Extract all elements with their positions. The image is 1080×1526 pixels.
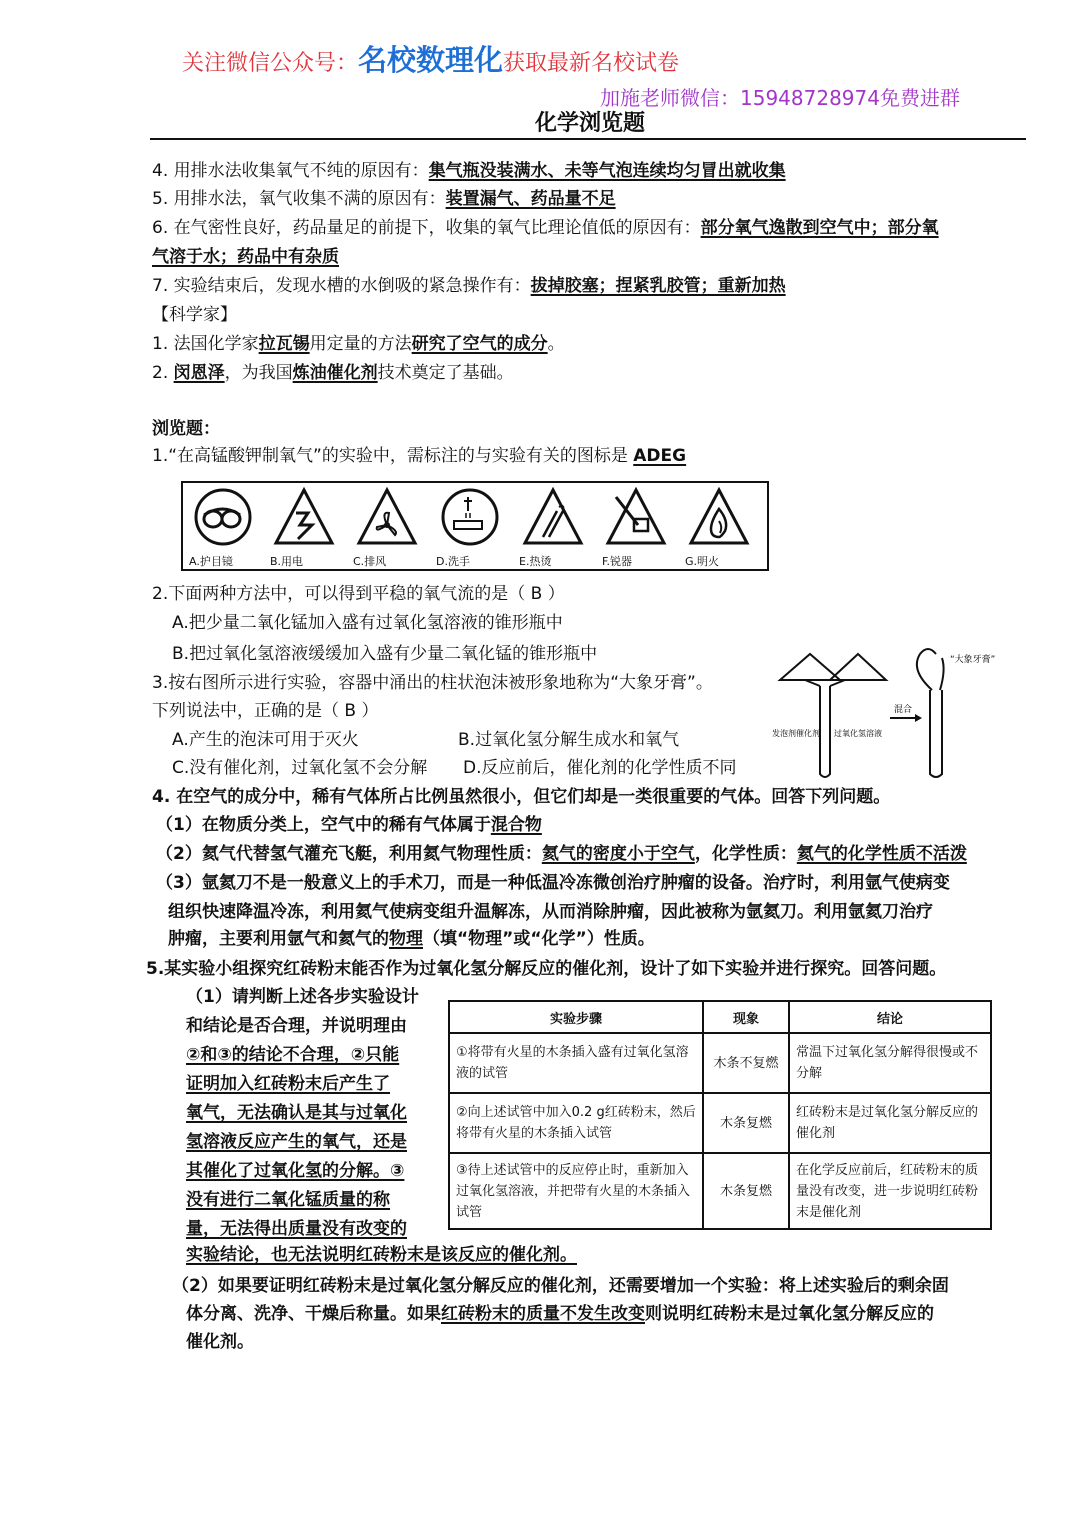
fig-label-h2o2: 过氧化氢溶液 (834, 729, 882, 738)
q4-p2-a2: 氦气的化学性质不活泼 (796, 844, 967, 864)
scientist-header: 【科学家】 (152, 305, 237, 325)
item-6-answer: 部分氧气逸散到空气中；部分氧 (700, 218, 939, 238)
promo-line-1 (182, 38, 679, 79)
fig-label-mix: 混合 (894, 705, 913, 715)
q2-option-a: A.把少量二氧化锰加入盛有过氧化氢溶液的锥形瓶中 (172, 613, 563, 633)
item-5-answer: 装置漏气、药品量不足 (445, 189, 616, 209)
q5-p2-t2: 则说明红砖粉末是过氧化氢分解反应的 (645, 1304, 934, 1324)
promo-prefix: 关注微信公众号： (182, 51, 359, 76)
q4-part-1 (156, 814, 542, 836)
icon-label-f: F.锐器 (602, 555, 633, 568)
scientist-2-t3: 技术奠定了基础。 (377, 363, 514, 383)
q3-stem-1: 3.按右图所示进行实验，容器中涌出的柱状泡沫被形象地称为“大象牙膏”。 (152, 673, 713, 693)
q5-p1-answer-line: 没有进行二氧化锰质量的称 (186, 1190, 390, 1210)
scientist-2 (152, 362, 514, 384)
item-7 (152, 275, 786, 297)
q5-p1-answer-last: 实验结论，也无法说明红砖粉末是该反应的催化剂。 (186, 1245, 577, 1265)
table-cell: 木条不复燃 (703, 1033, 789, 1093)
q4-p3-t: 肿瘤，主要利用氩气和氦气的 (168, 929, 389, 949)
q4-part-3-line-2: 组织快速降温冷冻，利用氦气使病变组升温解冻，从而消除肿瘤，因此被称为氩氦刀。利用氩氦刀治疗 (168, 902, 933, 922)
q5-p2-answer: 红砖粉末的质量不发生改变 (441, 1304, 645, 1324)
q1-answer: ADEG (633, 446, 687, 466)
table-cell: 木条复燃 (703, 1093, 789, 1153)
icon-cell-a (185, 485, 263, 569)
q5-p2-t1: 体分离、洗净、干燥后称量。如果 (186, 1304, 441, 1324)
q1-text: 1.“在高锰酸钾制氧气”的实验中，需标注的与实验有关的图标是 (152, 446, 634, 466)
item-6-cont (152, 246, 339, 268)
table-cell: ②向上述试管中加入0.2 g红砖粉末，然后将带有火星的木条插入试管 (449, 1093, 703, 1153)
item-4-answer: 集气瓶没装满水、未等气泡连续均匀冒出就收集 (428, 161, 786, 181)
q5-p1-answer-line: 其催化了过氧化氢的分解。③ (186, 1161, 405, 1181)
hot-icon (521, 485, 585, 549)
icon-label-a: A.护目镜 (189, 555, 233, 568)
q4-p3-t2: （填“物理”或“化学”）性质。 (423, 929, 655, 949)
q3-option-d: D.反应前后，催化剂的化学性质不同 (463, 758, 737, 778)
table-header-row (449, 1001, 991, 1033)
icon-cell-g (681, 485, 759, 569)
scientist-1-t1: 1. 法国化学家 (152, 334, 259, 354)
scientist-1-u2: 研究了空气的成分 (411, 334, 548, 354)
q5-stem: 5.某实验小组探究红砖粉末能否作为过氧化氢分解反应的催化剂，设计了如下实验并进行探究。回答问题。 (146, 959, 947, 979)
item-5-question: 5. 用排水法，氧气收集不满的原因有： (152, 189, 446, 209)
q5-part-2-line-2 (186, 1303, 934, 1325)
page-title: 化学浏览题 (534, 111, 645, 136)
q3-option-a: A.产生的泡沫可用于灭火 (172, 730, 359, 750)
elephant-toothpaste-figure (770, 640, 1035, 780)
table-cell: 在化学反应前后，红砖粉末的质量没有改变，进一步说明红砖粉末是催化剂 (789, 1153, 991, 1229)
q5-p1-line: 和结论是否合理，并说明理由 (186, 1016, 407, 1036)
q4-p2-t2: ，化学性质： (694, 844, 797, 864)
electricity-icon (272, 485, 336, 549)
table-header-phenomenon: 现象 (703, 1001, 789, 1033)
q4-p2-t1: （2）氦气代替氢气灌充飞艇，利用氦气物理性质： (156, 844, 542, 864)
scientist-2-t1: 2. (152, 363, 174, 383)
q5-p1-answer-line: 证明加入红砖粉末后产生了 (186, 1074, 390, 1094)
goggles-icon (191, 485, 255, 549)
q4-stem: 4. 在空气的成分中，稀有气体所占比例虽然很小，但它们却是一类很重要的气体。回答下列问题。 (152, 787, 891, 807)
sharp-icon (604, 485, 668, 549)
table-header-step: 实验步骤 (449, 1001, 703, 1033)
table-cell: 木条复燃 (703, 1153, 789, 1229)
scientist-2-t2: ，为我国 (224, 363, 293, 383)
icon-label-b: B.用电 (270, 555, 304, 568)
icon-cell-e (515, 485, 593, 569)
scientist-1-t3: 。 (547, 334, 565, 354)
promo-brand: 名校数理化 (358, 43, 504, 77)
safety-icons-strip (181, 481, 769, 571)
scientist-1-u1: 拉瓦锡 (258, 334, 310, 354)
title-rule (150, 138, 1026, 140)
table-row (449, 1093, 991, 1153)
table-row (449, 1033, 991, 1093)
scientist-1 (152, 333, 565, 355)
fan-icon (355, 485, 419, 549)
promo-line-2: 加施老师微信：15948728974免费进群 (600, 86, 960, 110)
icon-label-c: C.排风 (353, 555, 387, 568)
scientist-2-u2: 炼油催化剂 (292, 363, 378, 383)
flame-icon (687, 485, 751, 549)
item-5 (152, 188, 616, 210)
item-6-answer-cont: 气溶于水；药品中有杂质 (152, 247, 339, 267)
table-cell: 常温下过氧化氢分解得很慢或不分解 (789, 1033, 991, 1093)
q5-p1-line: （1）请判断上述各步实验设计 (186, 987, 419, 1007)
table-cell: ③待上述试管中的反应停止时，重新加入过氧化氢溶液，并把带有火星的木条插入试管 (449, 1153, 703, 1229)
q5-p1-answer-line: ②和③的结论不合理，②只能 (186, 1045, 400, 1065)
q5-part-1 (186, 983, 426, 1244)
table-header-conclusion: 结论 (789, 1001, 991, 1033)
q5-p1-answer-line: 氧气，无法确认是其与过氧化 (186, 1103, 407, 1123)
icon-cell-f (598, 485, 676, 569)
q3-stem-2: 下列说法中，正确的是（ B ） (152, 701, 379, 721)
q2-stem: 2.下面两种方法中，可以得到平稳的氧气流的是（ B ） (152, 584, 565, 604)
q5-p1-answer-line: 氢溶液反应产生的氧气，还是 (186, 1132, 407, 1152)
item-7-answer: 拔掉胶塞；捏紧乳胶管；重新加热 (530, 276, 786, 296)
icon-cell-b (266, 485, 344, 569)
item-7-question: 7. 实验结束后，发现水槽的水倒吸的紧急操作有： (152, 276, 531, 296)
handwash-icon (438, 485, 502, 549)
q2-option-b: B.把过氧化氢溶液缓缓加入盛有少量二氧化锰的锥形瓶中 (172, 644, 598, 664)
promo-suffix: 获取最新名校试卷 (503, 51, 680, 76)
fig-label-catalyst: 发泡剂催化剂 (772, 729, 820, 738)
icon-label-g: G.明火 (685, 555, 720, 568)
q4-part-2 (156, 843, 967, 865)
q4-p1-answer: 混合物 (490, 815, 542, 835)
q4-part-3-line-1: （3）氩氦刀不是一般意义上的手术刀，而是一种低温冷冻微创治疗肿瘤的设备。治疗时，利用氩气使病变 (156, 873, 950, 893)
q5-p1-answer-line: 量，无法得出质量没有改变的 (186, 1219, 407, 1239)
q3-option-b: B.过氧化氢分解生成水和氧气 (458, 730, 680, 750)
icon-cell-c (349, 485, 427, 569)
table-row (449, 1153, 991, 1229)
q5-part-2-line-1: （2）如果要证明红砖粉末是过氧化氢分解反应的催化剂，还需要增加一个实验：将上述实验后的剩余固 (172, 1276, 949, 1296)
q4-part-3-line-3 (168, 928, 655, 950)
fig-label-toothpaste: “大象牙膏” (950, 655, 996, 665)
table-cell: ①将带有火星的木条插入盛有过氧化氢溶液的试管 (449, 1033, 703, 1093)
item-4-question: 4. 用排水法收集氧气不纯的原因有： (152, 161, 429, 181)
q4-p1-text: （1）在物质分类上，空气中的稀有气体属于 (156, 815, 491, 835)
experiment-table (448, 1000, 992, 1230)
q3-option-c: C.没有催化剂，过氧化氢不会分解 (172, 758, 428, 778)
q5-part-2-line-3: 催化剂。 (186, 1332, 254, 1352)
icon-label-d: D.洗手 (436, 555, 470, 568)
browse-header: 浏览题： (152, 419, 220, 439)
item-4 (152, 160, 786, 182)
q4-p3-answer: 物理 (389, 929, 423, 949)
icon-label-e: E.热烫 (519, 555, 552, 568)
item-6-question: 6. 在气密性良好，药品量足的前提下，收集的氧气比理论值低的原因有： (152, 218, 701, 238)
scientist-1-t2: 用定量的方法 (309, 334, 412, 354)
q4-p2-a1: 氦气的密度小于空气 (541, 844, 695, 864)
icon-cell-d (432, 485, 510, 569)
q1-stem (152, 445, 686, 467)
scientist-2-u1: 闵恩泽 (173, 363, 225, 383)
table-cell: 红砖粉末是过氧化氢分解反应的催化剂 (789, 1093, 991, 1153)
item-6 (152, 217, 939, 239)
